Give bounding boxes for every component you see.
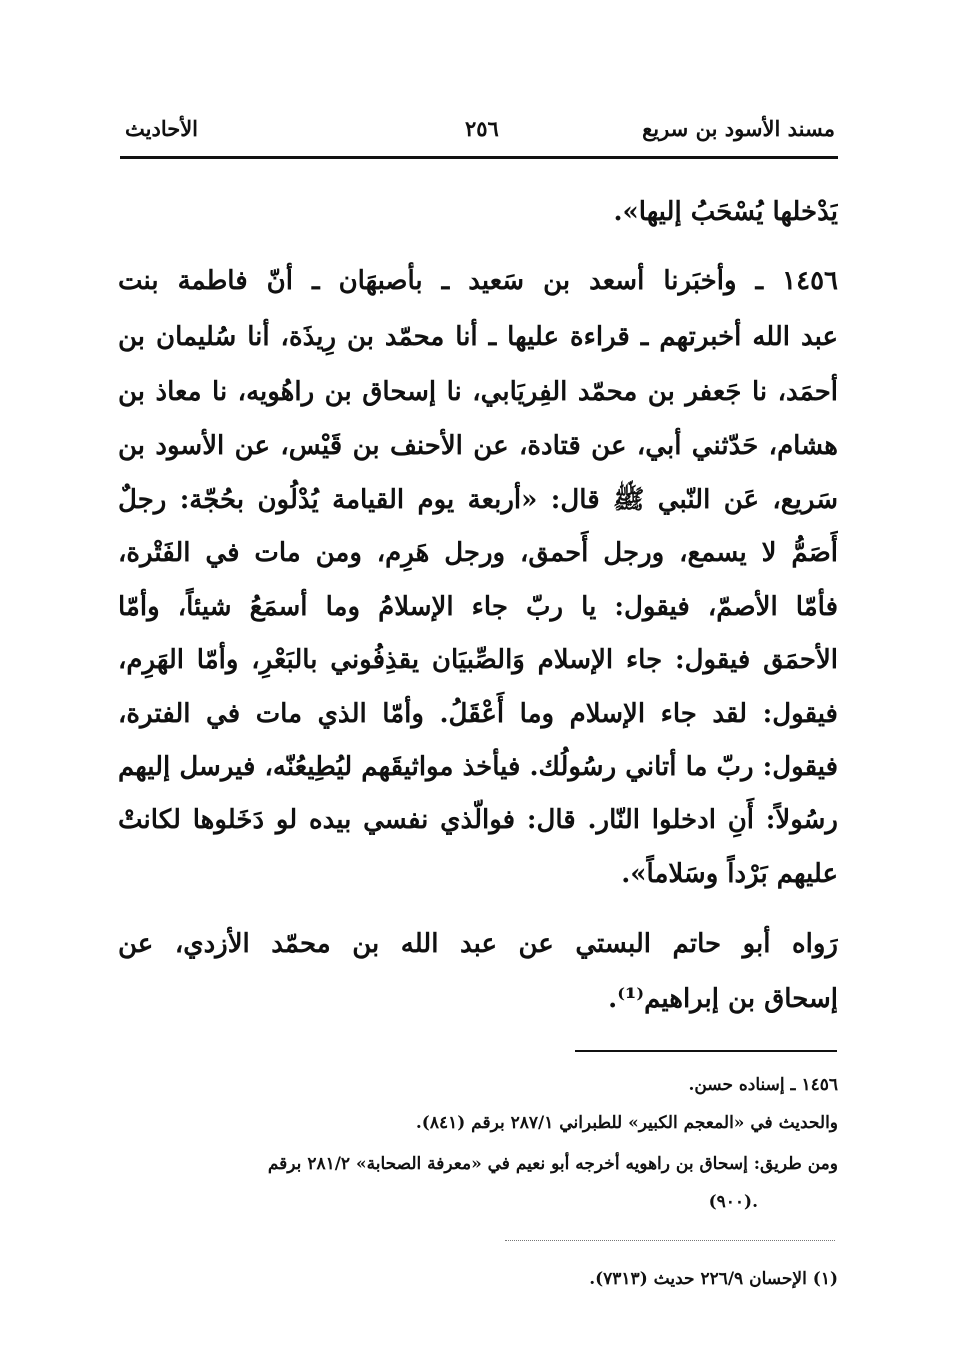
book-title: مسند الأسود بن سريع bbox=[642, 116, 835, 141]
text-line: أحمَد، نا جَعفر بن محمّد الفِريَابي، نا إسحاق بن راهُويه، نا معاذ بن bbox=[118, 377, 838, 407]
footnote-rule bbox=[575, 1050, 837, 1052]
page-number: ٢٥٦ bbox=[465, 116, 499, 141]
footnote-line: والحديث في «المعجم الكبير» للطبراني ٢٨٧/١ برقم (٨٤١). bbox=[415, 1113, 838, 1133]
narration-line: إسحاق بن إبراهيم⁽¹⁾. bbox=[608, 984, 838, 1014]
text-line: فيقول: لقد جاء الإسلام وما أَعْقَلُ. وأمّا الذي مات في الفترة، bbox=[118, 699, 838, 729]
text-line: سَريع، عَن النّبي ﷺ قال: «أربعة يوم القيامة يُدْلُون بحُجّة: رجلٌ bbox=[118, 485, 838, 515]
text-line: فيقول: ربّ ما أتاني رسُولُك. فيأخذ مواثيقَهم ليُطِيعُنّه، فيرسل إليهم bbox=[118, 752, 838, 782]
narration-line: رَواه أبو حاتم البستي عن عبد الله بن محمّد الأزدي، عن bbox=[118, 929, 838, 959]
hadith-number-line: ١٤٥٦ ـ وأخبَرنا أسعد بن سَعيد ـ بأصبهَان ـ أنّ فاطمة بنت bbox=[118, 266, 838, 296]
footnote-line: ومن طريق: إسحاق بن راهويه أخرجه أبو نعيم في «معرفة الصحابة» ٢٨١/٢ برقم bbox=[267, 1154, 838, 1174]
footnote-line: ١٤٥٦ ـ إسناده حسن. bbox=[688, 1075, 838, 1095]
text-line: عبد الله أخبرتهم ـ قراءة عليها ـ أنا محمّد بن رِيذَة، أنا سُليمان بن bbox=[118, 322, 838, 352]
text-line: رسُولاً: أَنِ ادخلوا النّار. قال: فوالّذي نفسي بيده لو دَخَلوها لكانتْ bbox=[118, 805, 838, 835]
text-line: فأمّا الأصمّ، فيقول: يا ربّ جاء الإسلامُ وما أسمَعُ شيئاً، وأمّا bbox=[118, 592, 838, 622]
footnote-line: (٩٠٠). bbox=[708, 1192, 758, 1212]
reference-separator bbox=[505, 1240, 835, 1241]
text-line: يَدْخلها يُسْحَبُ إليها». bbox=[613, 197, 838, 227]
text-line: الأحمَق فيقول: جاء الإسلام وَالصِّبيَان يقذِفُوني بالبَعْرِ، وأمّا الهَرِم، bbox=[118, 645, 838, 675]
text-line: هشام، حَدّثني أبي، عن قتادة، عن الأحنف بن قَيْس، عن الأسود بن bbox=[118, 431, 838, 461]
text-line: أَصَمُّ لا يسمع، ورجل أَحمق، ورجل هَرِم، ومن مات في الفَتْرة، bbox=[118, 538, 838, 568]
text-line: عليهم بَرْداً وسَلاماً». bbox=[621, 859, 838, 889]
reference-note: (١) الإحسان ٢٢٦/٩ حديث (٧٣١٣). bbox=[589, 1269, 838, 1289]
header-rule bbox=[120, 156, 838, 159]
section-title: الأحاديث bbox=[125, 116, 199, 141]
page-header bbox=[125, 116, 835, 152]
